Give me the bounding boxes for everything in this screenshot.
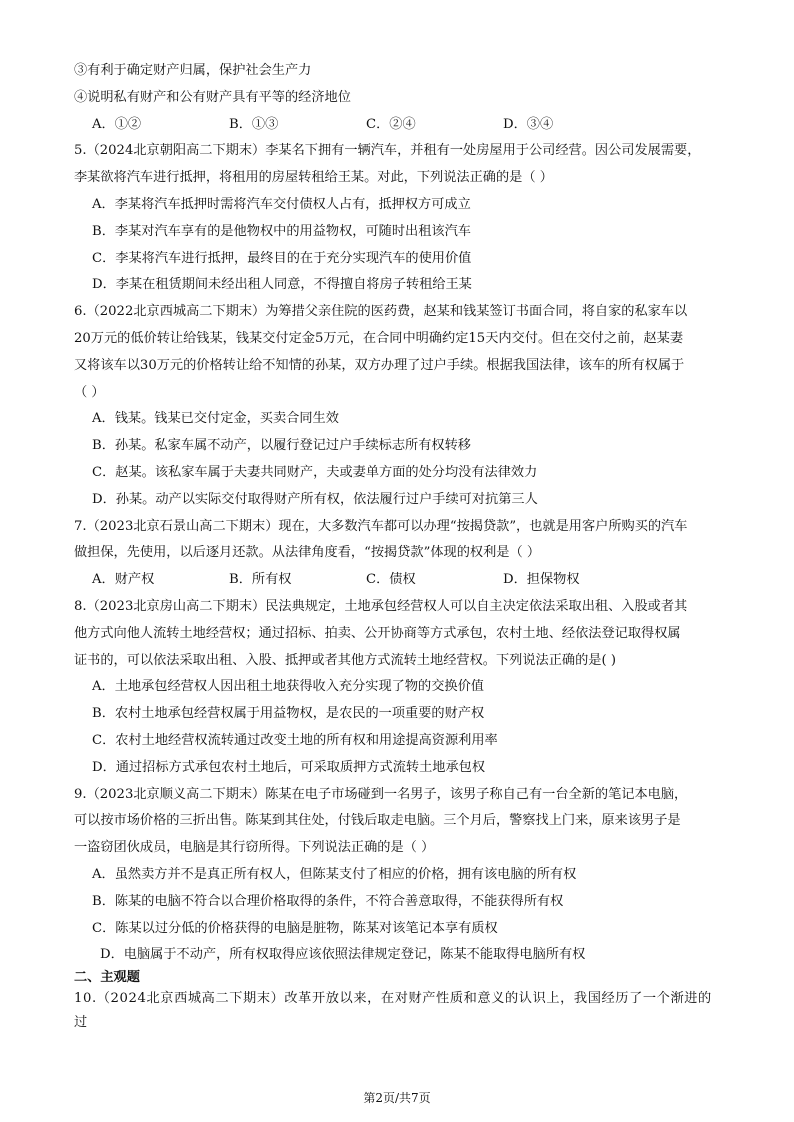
option-c: C．②④ [366, 116, 416, 132]
question-stem-line: 20万元的低价转让给钱某，钱某交付定金5万元，在合同中明确约定15天内交付。但在交付之前，赵某妻 [74, 330, 684, 346]
question-stem-line: 7.（2023北京石景山高二下期末）现在，大多数汽车都可以办理“按揭贷款”，也就是用客户所购买的汽车 [74, 518, 688, 534]
option-b: B．所有权 [229, 572, 292, 588]
question-7-options [74, 567, 724, 594]
option-b: B．李某对汽车享有的是他物权中的用益物权，可随时出租该汽车 [92, 223, 471, 239]
question-9 [74, 782, 724, 970]
option-d: D．李某在租赁期间未经出租人同意，不得擅自将房子转租给王某 [92, 277, 472, 293]
option-d: D．孙某。动产以实际交付取得财产所有权，依法履行过户手续可对抗第三人 [92, 491, 538, 507]
option-a: A．李某将汽车抵押时需将汽车交付债权人占有，抵押权方可成立 [92, 196, 471, 212]
question-6 [74, 299, 724, 513]
option-a: A．财产权 [92, 572, 155, 588]
page-footer: 第2页/共7页 [363, 1091, 431, 1105]
option-c: C．李某将汽车进行抵押，最终目的在于充分实现汽车的使用价值 [92, 250, 472, 266]
option-d: D．担保物权 [503, 572, 580, 588]
option-c: C．赵某。该私家车属于夫妻共同财产，夫或妻单方面的处分均没有法律效力 [92, 464, 538, 480]
option-c: C．陈某以过分低的价格获得的电脑是脏物，陈某对该笔记本享有质权 [92, 920, 498, 936]
question-5 [74, 138, 724, 299]
question-stem-line: 李某欲将汽车进行抵押，将租用的房屋转租给王某。对此，下列说法正确的是（ ） [74, 170, 553, 186]
question-stem-line: 做担保，先使用，以后逐月还款。从法律角度看，“按揭贷款”体现的权利是（ ） [74, 545, 541, 561]
option-a: A．土地承包经营权人因出租土地获得收入充分实现了物的交换价值 [92, 679, 484, 695]
question-stem-line: 他方式向他人流转土地经营权；通过招标、拍卖、公开协商等方式承包，农村土地、经依法登记取得权属 [74, 625, 681, 641]
option-b: B．陈某的电脑不符合以合理价格取得的条件，不符合善意取得，不能获得所有权 [92, 893, 564, 909]
option-a: A．虽然卖方并不是真正所有权人，但陈某支付了相应的价格，拥有该电脑的所有权 [92, 866, 577, 882]
question-stem-line: 一盗窃团伙成员，电脑是其行窃所得。下列说法正确的是（ ） [74, 840, 435, 856]
section-heading: 二、主观题 [74, 970, 140, 986]
question-stem-line: 又将该车以30万元的价格转让给不知情的孙某，双方办理了过户手续。根据我国法律，该车的所有权属于 [74, 357, 685, 373]
option-d: D．电脑属于不动产，所有权取得应该依照法律规定登记，陈某不能取得电脑所有权 [100, 947, 586, 963]
option-a: A．钱某。钱某已交付定金，买卖合同生效 [92, 411, 339, 427]
question-stem-line: 8.（2023北京房山高二下期末）民法典规定，土地承包经营权人可以自主决定依法采取出租、入股或者其 [74, 598, 688, 614]
page-content [74, 58, 724, 1035]
question-7 [74, 514, 724, 594]
option-a: A．①② [92, 116, 142, 132]
option-d: D．③④ [503, 116, 554, 132]
question-stem-line: 证书的，可以依法采取出租、入股、抵押或者其他方式流转土地经营权。下列说法正确的是( ) [74, 652, 616, 668]
option-b: B．孙某。私家车属不动产，以履行登记过户手续标志所有权转移 [92, 438, 471, 454]
prev-question-item-4: ④说明私有财产和公有财产具有平等的经济地位 [74, 89, 351, 105]
option-d: D．通过招标方式承包农村土地后，可采取质押方式流转土地承包权 [92, 759, 486, 775]
question-10-stem: 10.（2024北京西城高二下期末）改革开放以来，在对财产性质和意义的认识上，我国经历了一个渐进的过 [74, 991, 712, 1031]
question-stem-line: 9.（2023北京顺义高二下期末）陈某在电子市场碰到一名男子，该男子称自己有一台全新的笔记本电脑， [74, 786, 688, 802]
question-stem-line: 可以按市场价格的三折出售。陈某到其住处，付钱后取走电脑。三个月后，警察找上门来，原来该男子是 [74, 813, 681, 829]
option-c: C．农村土地经营权流转通过改变土地的所有权和用途提高资源利用率 [92, 732, 498, 748]
question-stem-line: 5.（2024北京朝阳高二下期末）李某名下拥有一辆汽车，并租有一处房屋用于公司经营。因公司发展需要， [74, 143, 701, 159]
question-stem-line: （ ） [74, 384, 105, 400]
option-b: B．①③ [229, 116, 279, 132]
question-8 [74, 594, 724, 782]
option-b: B．农村土地承包经营权属于用益物权，是农民的一项重要的财产权 [92, 706, 485, 722]
prev-question-options [74, 112, 724, 139]
prev-question-item-3: ③有利于确定财产归属，保护社会生产力 [74, 63, 312, 78]
question-stem-line: 6.（2022北京西城高二下期末）为筹措父亲住院的医药费，赵某和钱某签订书面合同，将自家的私家车以 [74, 304, 688, 320]
option-c: C．债权 [366, 572, 416, 588]
